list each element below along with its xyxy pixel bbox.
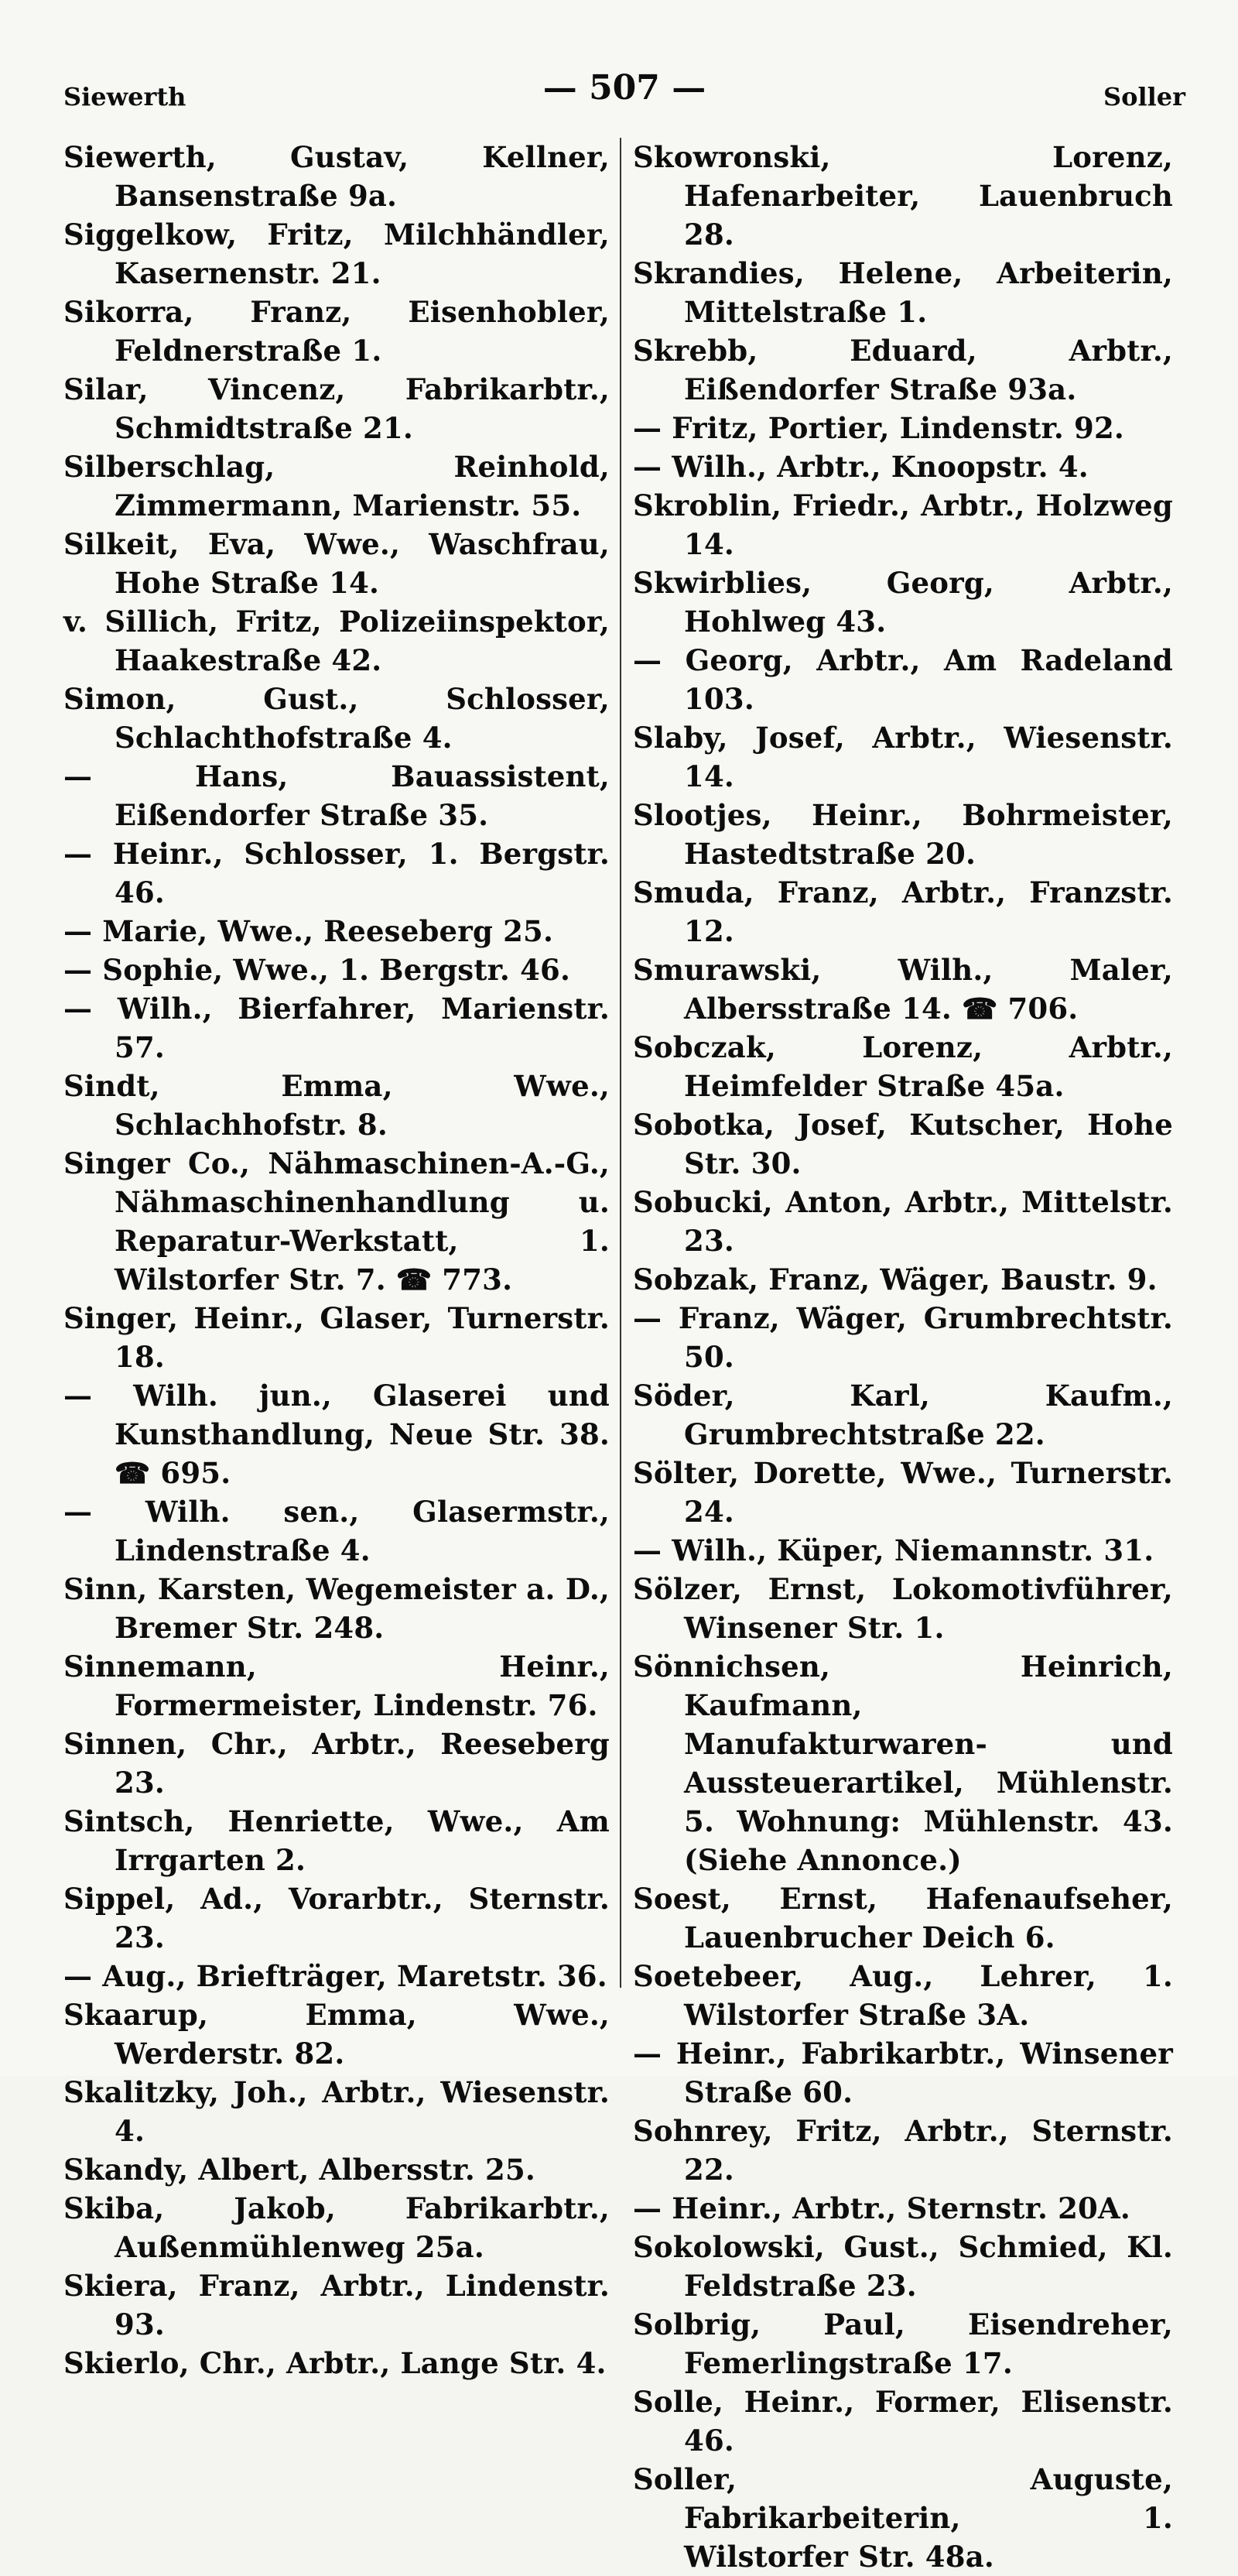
directory-entry: Silar, Vincenz, Fabrikarbtr., Schmidtstraße 21. (63, 372, 610, 445)
header-left-catchword: Siewerth (63, 82, 186, 111)
directory-entry: Soetebeer, Aug., Lehrer, 1. Wilstorfer Straße 3A. (633, 1959, 1173, 2032)
directory-entry: Skierlo, Chr., Arbtr., Lange Str. 4. (63, 2346, 607, 2380)
directory-entry: — Wilh., Arbtr., Knoopstr. 4. (633, 450, 1089, 484)
directory-entry: Slootjes, Heinr., Bohrmeister, Hastedtstraße 20. (633, 798, 1173, 871)
directory-entry: Simon, Gust., Schlosser, Schlachthofstraße 4. (63, 682, 610, 755)
directory-entry: Skaarup, Emma, Wwe., Werderstr. 82. (63, 1998, 610, 2071)
directory-entry: Skiera, Franz, Arbtr., Lindenstr. 93. (63, 2269, 610, 2341)
directory-entry: — Hans, Bauassistent, Eißendorfer Straße 35. (63, 759, 610, 832)
directory-entry: Sintsch, Henriette, Wwe., Am Irrgarten 2. (63, 1804, 610, 1877)
directory-entry: Söder, Karl, Kaufm., Grumbrechtstraße 22. (633, 1379, 1173, 1451)
directory-entry: — Sophie, Wwe., 1. Bergstr. 46. (63, 953, 571, 987)
directory-entry: Sippel, Ad., Vorarbtr., Sternstr. 23. (63, 1882, 610, 1954)
directory-entry: Sobucki, Anton, Arbtr., Mittelstr. 23. (633, 1185, 1173, 1258)
directory-entry: Skalitzky, Joh., Arbtr., Wiesenstr. 4. (63, 2075, 610, 2148)
directory-entry: Sobotka, Josef, Kutscher, Hohe Str. 30. (633, 1108, 1173, 1180)
directory-entry: Siewerth, Gustav, Kellner, Bansenstraße 9a. (63, 140, 610, 213)
directory-entry: — Georg, Arbtr., Am Radeland 103. (633, 643, 1173, 716)
directory-entry: v. Sillich, Fritz, Polizeiinspektor, Haakestraße 42. (63, 605, 610, 677)
directory-entry: Sölter, Dorette, Wwe., Turnerstr. 24. (633, 1456, 1173, 1529)
directory-entry: Skroblin, Friedr., Arbtr., Holzweg 14. (633, 488, 1173, 561)
directory-entry: — Franz, Wäger, Grumbrechtstr. 50. (633, 1301, 1173, 1374)
directory-entry: Singer Co., Nähmaschinen-A.-G., Nähmaschinenhandlung u. Reparatur-Werkstatt, 1. Wilstorfer Str. 7. ☎ 773. (63, 1146, 610, 1297)
directory-entry: Sindt, Emma, Wwe., Schlachhofstr. 8. (63, 1069, 610, 1142)
directory-entry: Sikorra, Franz, Eisenhobler, Feldnerstraße 1. (63, 295, 610, 368)
directory-entry: Sobczak, Lorenz, Arbtr., Heimfelder Straße 45a. (633, 1030, 1173, 1103)
directory-entry: — Aug., Briefträger, Maretstr. 36. (63, 1959, 607, 1993)
directory-entry: Sohnrey, Fritz, Arbtr., Sternstr. 22. (633, 2114, 1173, 2187)
directory-entry: Singer, Heinr., Glaser, Turnerstr. 18. (63, 1301, 610, 1374)
directory-entry: Skandy, Albert, Albersstr. 25. (63, 2153, 535, 2187)
directory-entry: Silkeit, Eva, Wwe., Waschfrau, Hohe Straße 14. (63, 527, 610, 600)
directory-entry: Skwirblies, Georg, Arbtr., Hohlweg 43. (633, 566, 1173, 639)
directory-entry: Skrandies, Helene, Arbeiterin, Mittelstraße 1. (633, 256, 1173, 329)
directory-entry: — Heinr., Arbtr., Sternstr. 20A. (633, 2191, 1130, 2225)
directory-entry: Solbrig, Paul, Eisendreher, Femerlingstraße 17. (633, 2307, 1173, 2380)
left-column (63, 138, 610, 2380)
directory-entry: Solle, Heinr., Former, Elisenstr. 46. (633, 2385, 1173, 2458)
directory-entry: Sokolowski, Gust., Schmied, Kl. Feldstraße 23. (633, 2230, 1173, 2303)
directory-entry: Smuda, Franz, Arbtr., Franzstr. 12. (633, 875, 1173, 948)
directory-entry: Sinnemann, Heinr., Formermeister, Lindenstr. 76. (63, 1649, 610, 1722)
directory-entry: Sinnen, Chr., Arbtr., Reeseberg 23. (63, 1727, 610, 1800)
directory-entry: — Wilh., Bierfahrer, Marienstr. 57. (63, 992, 610, 1064)
directory-entry: Soest, Ernst, Hafenaufseher, Lauenbrucher Deich 6. (633, 1882, 1173, 1954)
column-divider (620, 138, 621, 1988)
directory-entry: Skrebb, Eduard, Arbtr., Eißendorfer Straße 93a. (633, 334, 1173, 406)
right-column (633, 138, 1173, 2574)
directory-entry: — Marie, Wwe., Reeseberg 25. (63, 914, 554, 948)
directory-entry: Sölzer, Ernst, Lokomotivführer, Winsener Str. 1. (633, 1572, 1173, 1645)
directory-entry: Skowronski, Lorenz, Hafenarbeiter, Lauenbruch 28. (633, 140, 1173, 252)
running-head (63, 56, 1185, 110)
directory-entry: Skiba, Jakob, Fabrikarbtr., Außenmühlenweg 25a. (63, 2191, 610, 2264)
directory-entry: — Wilh. jun., Glaserei und Kunsthandlung, Neue Str. 38. ☎ 695. (63, 1379, 610, 1490)
directory-entry: — Wilh., Küper, Niemannstr. 31. (633, 1533, 1154, 1567)
directory-entry: Siggelkow, Fritz, Milchhändler, Kasernenstr. 21. (63, 218, 610, 290)
directory-entry: Sönnichsen, Heinrich, Kaufmann, Manufakturwaren- und Aussteuerartikel, Mühlenstr. 5. Wohnung: Mühlenstr. 43. (Siehe Annonce.) (633, 1649, 1173, 1877)
header-right-catchword: Soller (1103, 82, 1185, 111)
directory-entry: — Fritz, Portier, Lindenstr. 92. (633, 411, 1125, 445)
page-number: — 507 — (542, 68, 706, 108)
directory-entry: — Wilh. sen., Glasermstr., Lindenstraße 4. (63, 1495, 610, 1567)
directory-entry: Slaby, Josef, Arbtr., Wiesenstr. 14. (633, 721, 1173, 793)
directory-entry: Silberschlag, Reinhold, Zimmermann, Marienstr. 55. (63, 450, 610, 522)
directory-entry: — Heinr., Schlosser, 1. Bergstr. 46. (63, 837, 610, 909)
directory-entry: — Heinr., Fabrikarbtr., Winsener Straße 60. (633, 2036, 1173, 2109)
directory-entry: Soller, Auguste, Fabrikarbeiterin, 1. Wilstorfer Str. 48a. (633, 2462, 1173, 2574)
directory-entry: Sinn, Karsten, Wegemeister a. D., Bremer Str. 248. (63, 1572, 610, 1645)
directory-entry: Sobzak, Franz, Wäger, Baustr. 9. (633, 1262, 1158, 1297)
directory-entry: Smurawski, Wilh., Maler, Albersstraße 14. ☎ 706. (633, 953, 1173, 1026)
